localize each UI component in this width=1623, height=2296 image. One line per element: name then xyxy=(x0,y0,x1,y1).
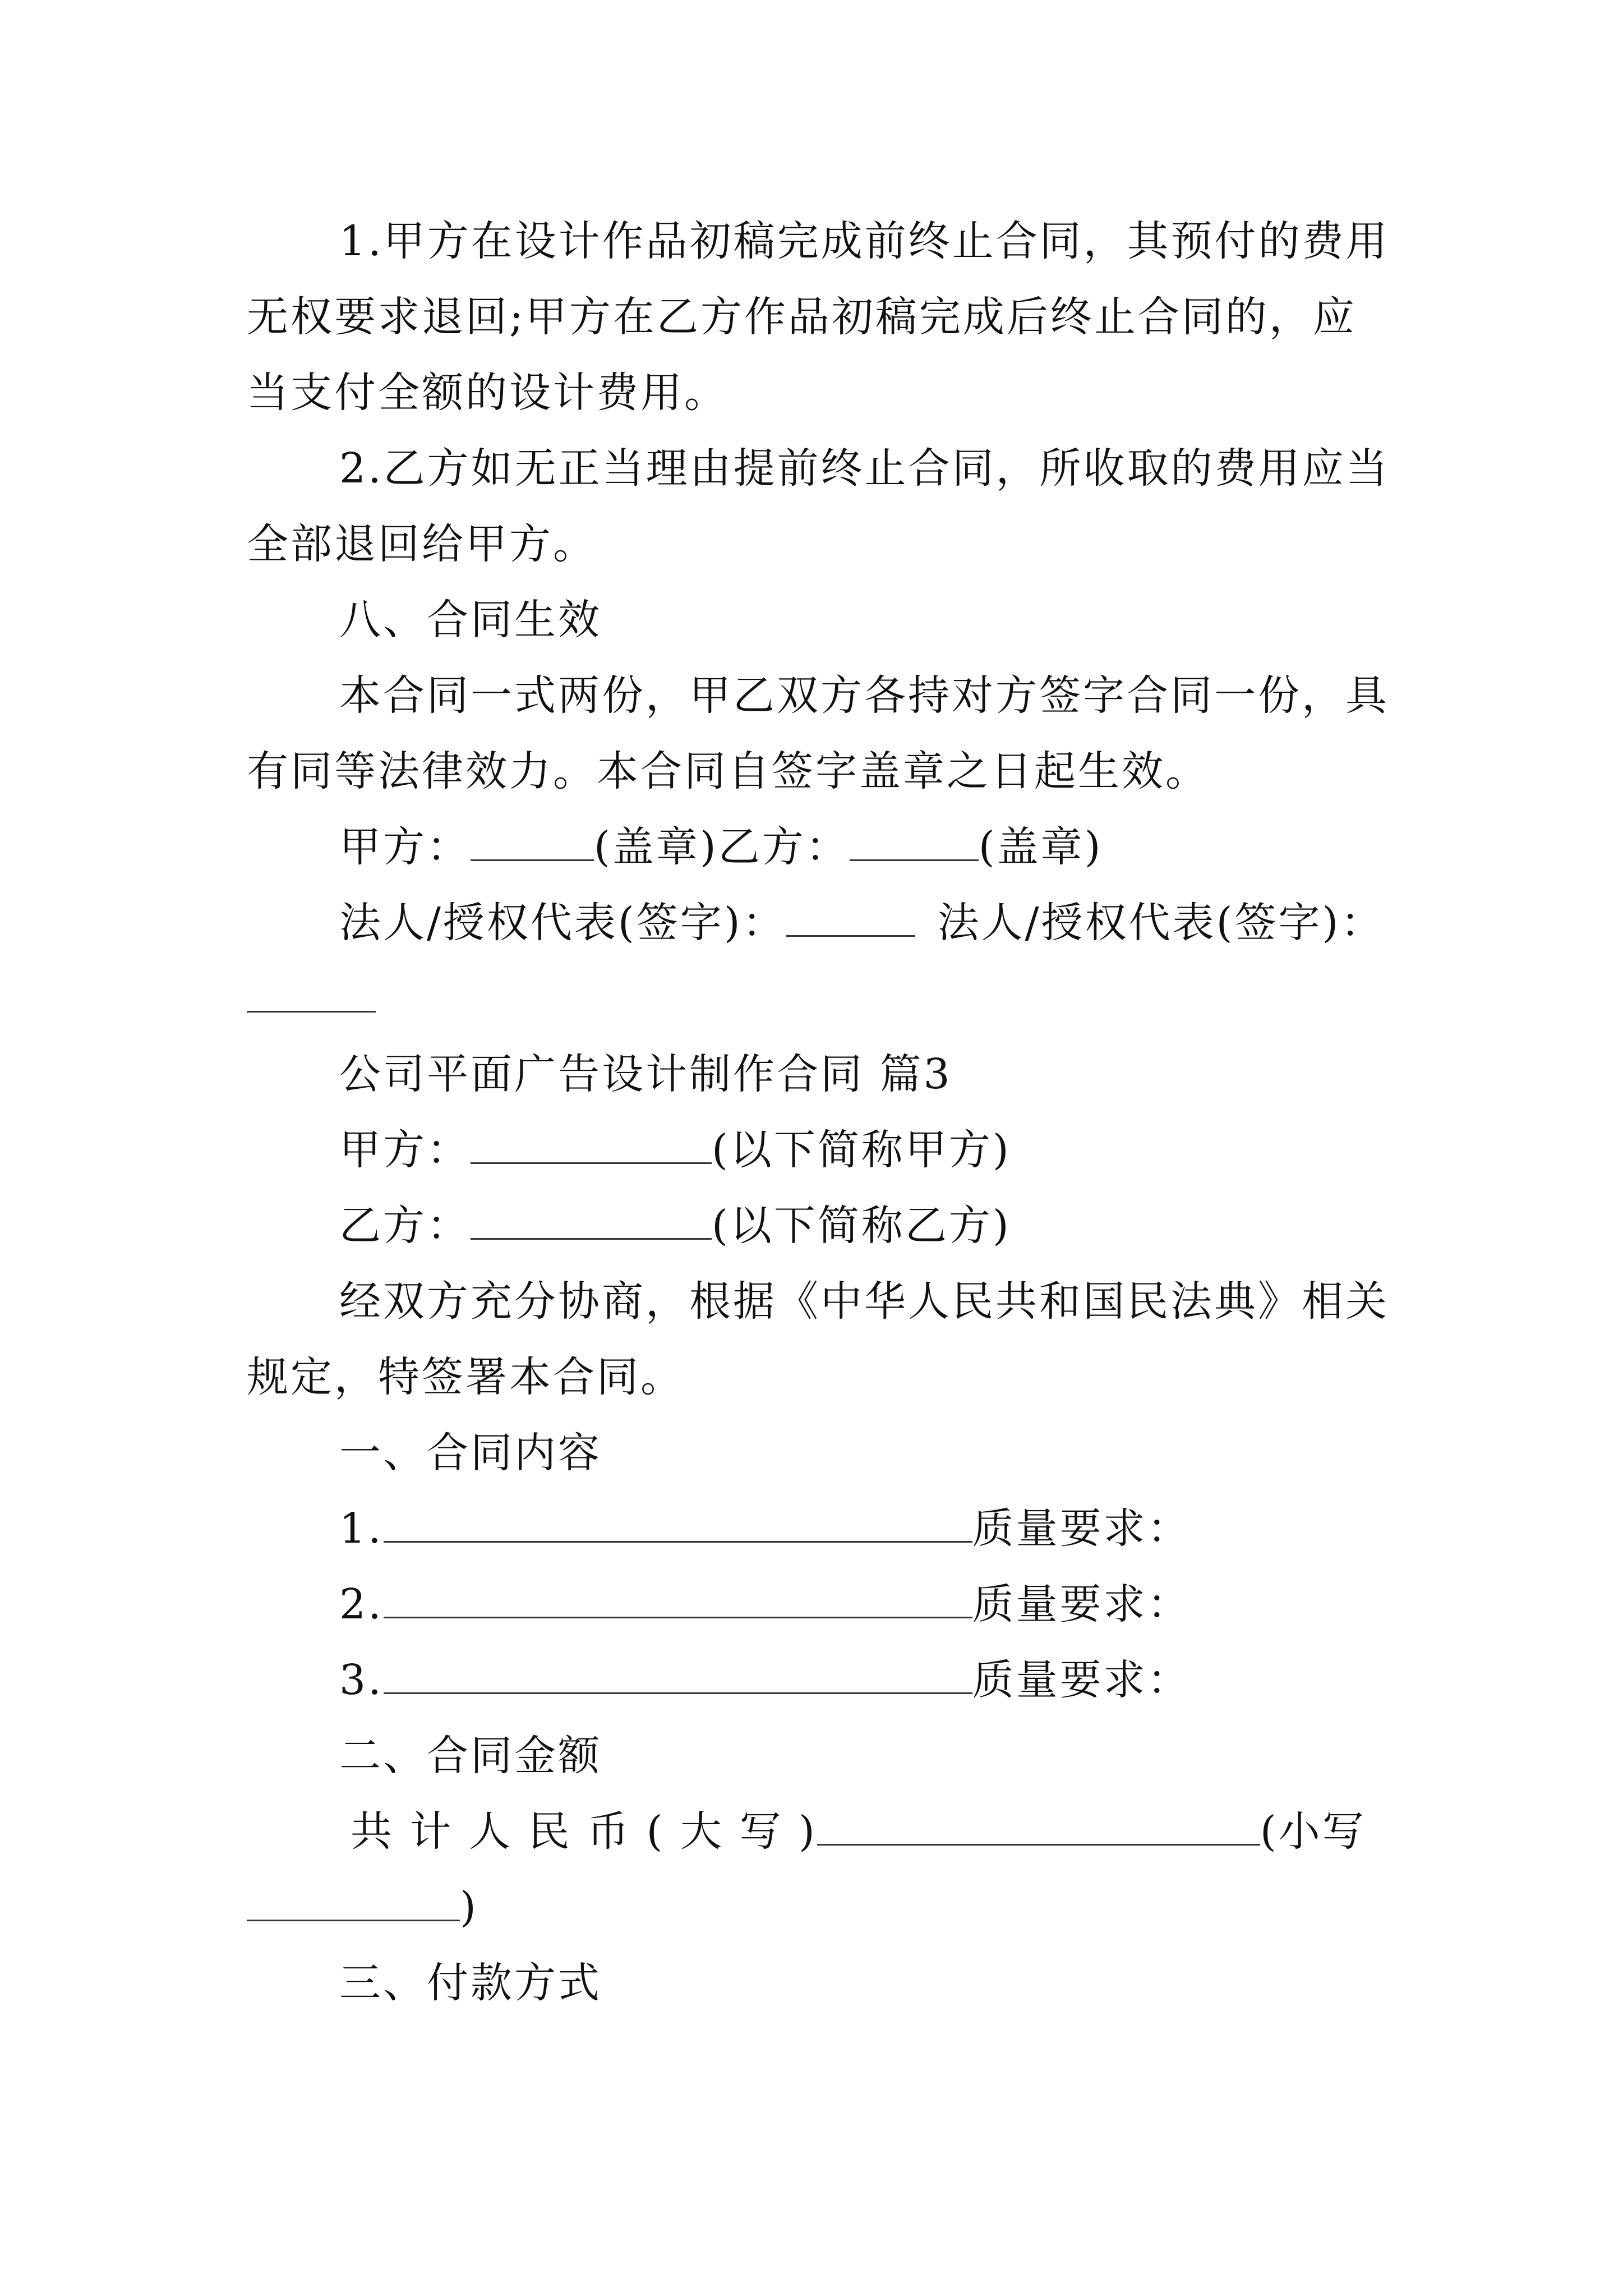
paragraph-line: 本合同一式两份，甲乙双方各持对方签字合同一份，具 xyxy=(339,671,1389,720)
paragraph-line: 规定，特签署本合同。 xyxy=(247,1353,684,1401)
amount-line-continuation xyxy=(247,1882,478,1932)
amount-close-paren: ) xyxy=(460,1883,478,1931)
paragraph-line: 全部退回给甲方。 xyxy=(247,520,597,568)
paragraph-line: 经双方充分协商，根据《中华人民共和国民法典》相关 xyxy=(339,1277,1389,1326)
rep-a-blank xyxy=(786,898,915,937)
party-b-name-blank xyxy=(471,1201,712,1240)
section-heading: 一、合同内容 xyxy=(339,1429,602,1477)
signature-line-continuation xyxy=(247,973,376,1024)
chapter-title: 公司平面广告设计制作合同 篇3 xyxy=(339,1050,952,1098)
item-quality-label: 质量要求： xyxy=(972,1656,1191,1704)
signature-line-seal xyxy=(339,822,1103,872)
party-a-label: 甲方： xyxy=(339,1126,471,1174)
amount-line xyxy=(351,1806,1366,1857)
content-item xyxy=(339,1503,1191,1554)
party-a-name-blank xyxy=(471,1125,712,1164)
party-a-label: 甲方： xyxy=(339,823,471,871)
item-number: 3. xyxy=(339,1656,384,1704)
party-a-note: (以下简称甲方) xyxy=(712,1126,1011,1174)
party-b-note: (以下简称乙方) xyxy=(712,1202,1011,1250)
content-item xyxy=(339,1579,1191,1630)
seal-b-label: (盖章) xyxy=(978,823,1103,871)
section-heading: 三、付款方式 xyxy=(339,1959,602,2007)
item-blank xyxy=(384,1504,972,1543)
item-quality-label: 质量要求： xyxy=(972,1504,1191,1553)
rep-b-blank xyxy=(247,974,376,1013)
party-b-label: 乙方： xyxy=(339,1202,471,1250)
rep-b-label: 法人/授权代表(签字)： xyxy=(937,899,1385,947)
seal-a-label: (盖章)乙方： xyxy=(594,823,850,871)
item-blank xyxy=(384,1580,972,1618)
rep-a-label: 法人/授权代表(签字)： xyxy=(339,899,786,947)
signature-line-representative xyxy=(339,898,1384,948)
paragraph-line: 当支付全额的设计费用。 xyxy=(247,369,728,417)
section-heading: 八、合同生效 xyxy=(339,596,602,644)
paragraph-line: 有同等法律效力。本合同自签字盖章之日起生效。 xyxy=(247,747,1209,795)
party-b-line xyxy=(339,1200,1011,1251)
item-blank xyxy=(384,1655,972,1694)
item-number: 2. xyxy=(339,1580,384,1628)
party-a-blank xyxy=(471,822,594,861)
amount-capital-label: 共 计 人 民 币 ( 大 写 ) xyxy=(351,1807,817,1856)
item-quality-label: 质量要求： xyxy=(972,1580,1191,1628)
amount-capital-blank xyxy=(817,1807,1260,1846)
paragraph-line: 2.乙方如无正当理由提前终止合同，所收取的费用应当 xyxy=(339,444,1390,493)
item-number: 1. xyxy=(339,1504,384,1553)
section-heading: 二、合同金额 xyxy=(339,1732,602,1780)
party-b-blank xyxy=(850,822,979,861)
party-a-line xyxy=(339,1125,1011,1175)
paragraph-line: 1.甲方在设计作品初稿完成前终止合同，其预付的费用 xyxy=(339,217,1390,265)
amount-small-label: (小写 xyxy=(1260,1807,1366,1856)
content-item xyxy=(339,1655,1191,1705)
amount-small-blank xyxy=(247,1883,460,1921)
paragraph-line: 无权要求退回;甲方在乙方作品初稿完成后终止合同的，应 xyxy=(247,293,1357,341)
